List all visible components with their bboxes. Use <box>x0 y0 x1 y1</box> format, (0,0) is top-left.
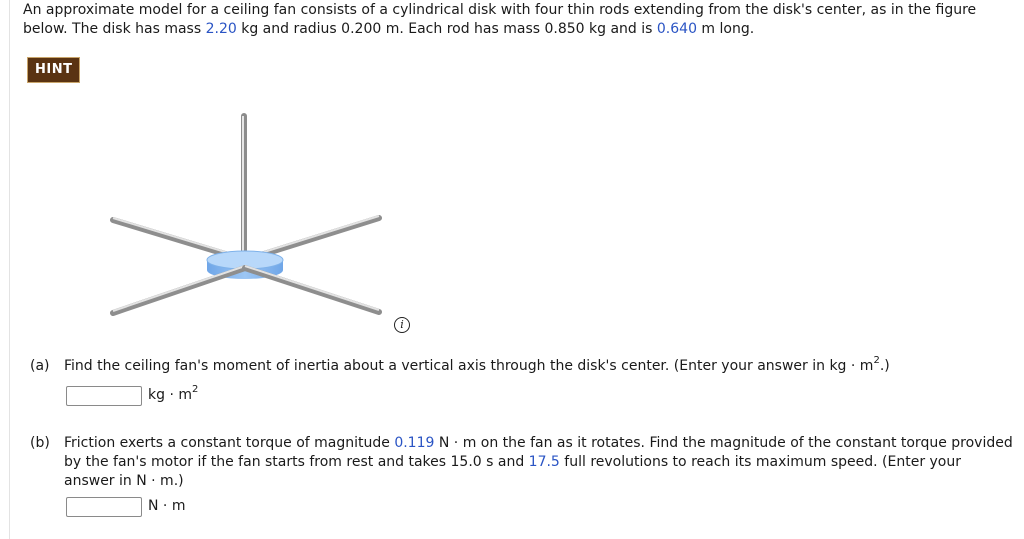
rod-length-value: 0.640 <box>656 21 697 37</box>
friction-torque-value: 0.119 <box>394 435 435 451</box>
revolutions-value: 17.5 <box>528 454 560 470</box>
part-a-question: Find the ceiling fan's moment of inertia about a vertical axis through the disk's center. (Enter your answer in kg · $m^2$.) <box>64 355 890 374</box>
disk-mass-value: 2.20 <box>205 21 237 37</box>
problem-statement <box>23 1 1013 39</box>
rod-front-right <box>245 268 379 312</box>
hint-button[interactable]: HINT <box>27 57 80 83</box>
intro-text-3: m long. <box>696 21 755 37</box>
part-b-tag: (b) <box>30 435 50 451</box>
part-a-answer-input[interactable] <box>66 386 142 406</box>
left-border <box>9 0 10 539</box>
ceiling-fan-figure <box>95 108 395 318</box>
part-b-question: Friction exerts a constant torque of magnitude 0.119 N · m on the fan as it rotates. Find the magnitude of the constant torque provided by the fan's motor if the fan starts from rest and takes 15.0 s and 17.5 full revolutions to reach its maximum speed. (Enter your answer in N · m.) <box>64 435 1013 489</box>
rod-front-left <box>113 268 245 313</box>
rod-front-right-highlight <box>245 266 379 310</box>
rod-front-left-highlight <box>113 266 245 311</box>
rod-back-right-highlight <box>245 216 379 258</box>
intro-text-1: An approximate model for a ceiling fan consists of a cylindrical disk with four thin rods extending from the disk's center, as in the figure below. The disk has mass <box>23 2 977 37</box>
part-b-unit: N · m <box>148 498 186 514</box>
info-icon[interactable]: i <box>394 317 410 333</box>
part-a-tag: (a) <box>30 358 50 374</box>
part-b-answer-input[interactable] <box>66 497 142 517</box>
part-a <box>30 357 1020 377</box>
intro-text-2: kg and radius 0.200 m. Each rod has mass 0.850 kg and is <box>236 21 657 37</box>
part-a-unit: kg · $m^2$ <box>148 384 199 403</box>
part-b <box>30 434 1020 494</box>
